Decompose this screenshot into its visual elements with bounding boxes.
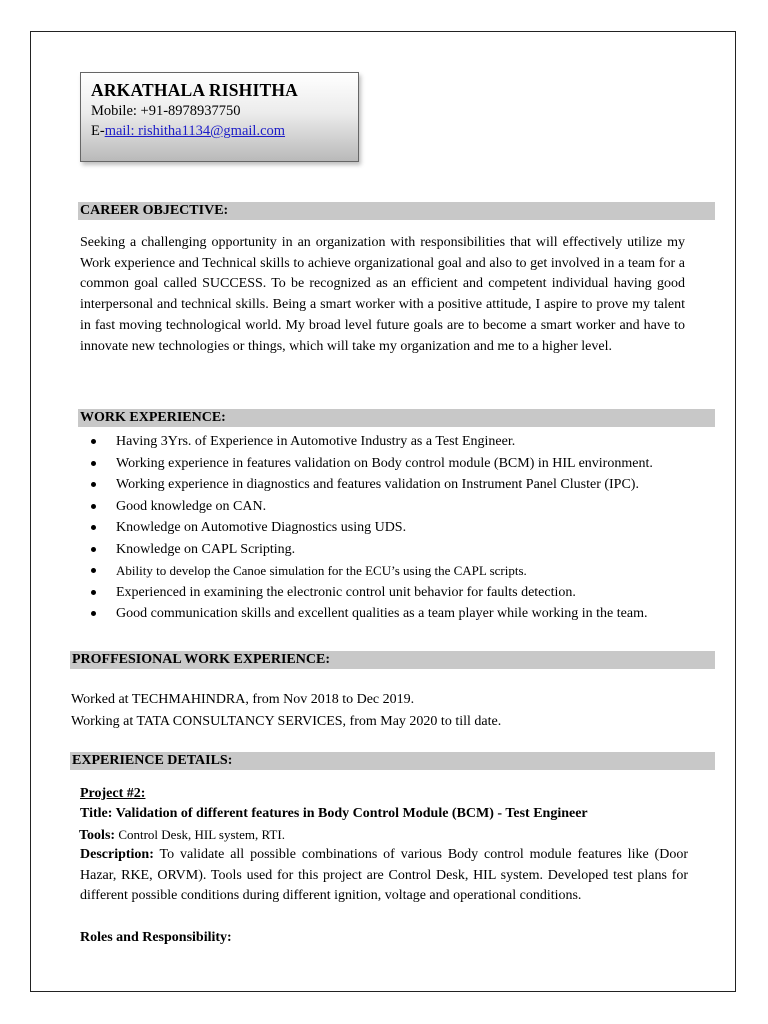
list-item: Knowledge on CAPL Scripting. <box>88 539 728 561</box>
description-text: To validate all possible combinations of various Body control module features like (Door Hazar, RKE, ORVM). Tools used for this project are Control Desk, HIL system. Developed test plans for different possible conditions during different ignition, voltage and operational conditions. <box>80 847 688 904</box>
employment-line-1: Worked at TECHMAHINDRA, from Nov 2018 to Dec 2019. <box>71 692 415 707</box>
career-objective-text: Seeking a challenging opportunity in an organization with responsibilities that will effectively utilize my Work experience and Technical skills to achieve organizational goal and also to get involved in a team for a common goal called SUCCESS. To be recognized as an efficient and competent individual having good interpersonal and technical skills. Being a smart worker with a positive attitude, I aspire to prove my talent in fast moving technological world. My broad level future goals are to become a smart worker and have to innovate new technologies or things, which will take my organization and me to a higher level. <box>80 235 685 354</box>
list-item: Experienced in examining the electronic control unit behavior for faults detection. <box>88 582 728 604</box>
list-item: Working experience in features validation on Body control module (BCM) in HIL environment. <box>88 453 728 475</box>
email-line <box>91 121 348 141</box>
list-item: Having 3Yrs. of Experience in Automotive Industry as a Test Engineer. <box>88 431 728 453</box>
list-item: Good communication skills and excellent qualities as a team player while working in the team. <box>88 603 728 625</box>
list-item: Knowledge on Automotive Diagnostics using UDS. <box>88 517 728 539</box>
project-label: Project #2: <box>80 786 146 801</box>
professional-experience-heading: PROFFESIONAL WORK EXPERIENCE: <box>70 651 715 669</box>
email-link[interactable]: mail: rishitha1134@gmail.com <box>104 123 286 139</box>
list-item: Ability to develop the Canoe simulation for the ECU’s using the CAPL scripts. <box>88 560 728 582</box>
email-prefix: E- <box>91 123 105 139</box>
project-title: Title: Validation of different features in Body Control Module (BCM) - Test Engineer <box>80 806 588 821</box>
experience-details-heading: EXPERIENCE DETAILS: <box>70 752 715 770</box>
description-label: Description: <box>80 847 154 862</box>
list-item: Good knowledge on CAN. <box>88 496 728 518</box>
tools-value: Control Desk, HIL system, RTI. <box>115 827 285 842</box>
career-objective-heading: CAREER OBJECTIVE: <box>78 202 715 220</box>
employment-line-2: Working at TATA CONSULTANCY SERVICES, from May 2020 to till date. <box>71 714 502 729</box>
mobile-number: Mobile: +91-8978937750 <box>91 103 241 119</box>
contact-box <box>80 72 359 162</box>
project-description <box>80 845 688 907</box>
list-item: Working experience in diagnostics and features validation on Instrument Panel Cluster (IPC). <box>88 474 728 496</box>
candidate-name: ARKATHALA RISHITHA <box>91 80 298 100</box>
work-experience-heading: WORK EXPERIENCE: <box>78 409 715 427</box>
tools-label: Tools: <box>79 828 116 843</box>
tools-line <box>79 825 285 846</box>
work-experience-list <box>88 431 728 625</box>
roles-label: Roles and Responsibility: <box>80 930 232 945</box>
